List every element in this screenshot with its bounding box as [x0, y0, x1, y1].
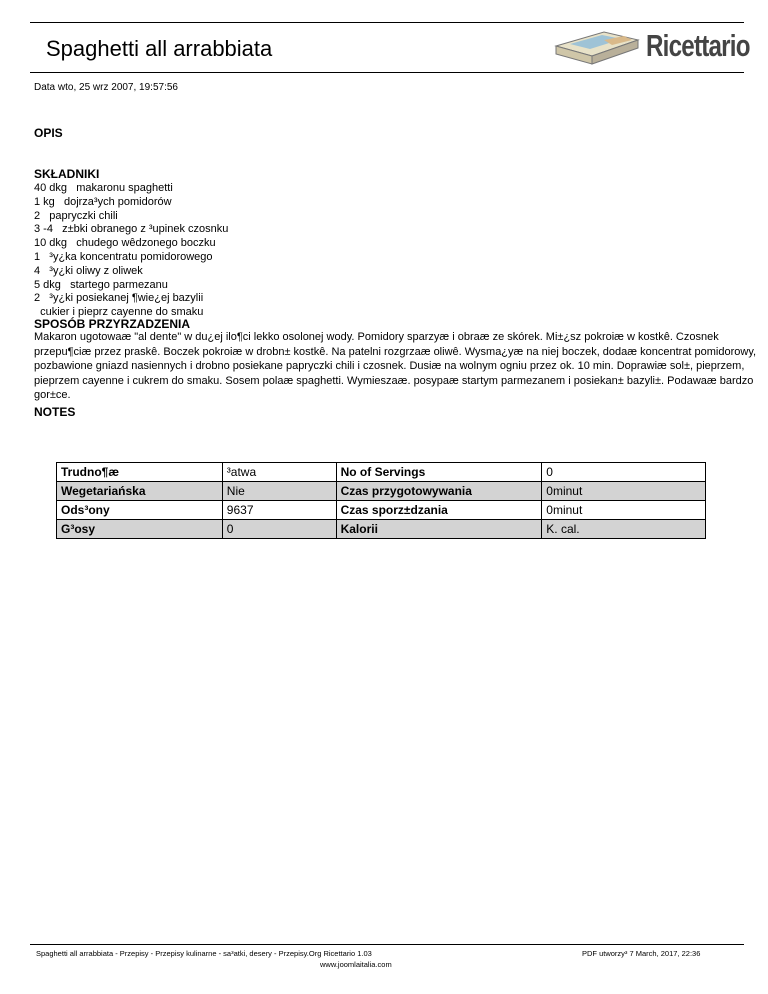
table-key: Czas sporz±dzania — [336, 501, 542, 520]
footer-source: Spaghetti all arrabbiata - Przepisy - Przepisy kulinarne - sa³atki, desery - Przepisy.Org Ricettario 1.03 — [36, 949, 372, 958]
ingredient-item: 40 dkg makaronu spaghetti — [34, 182, 173, 194]
table-value: Nie — [222, 482, 336, 501]
table-key: No of Servings — [336, 463, 542, 482]
table-row — [57, 501, 706, 520]
ingredient-item: 1 ³y¿ka koncentratu pomidorowego — [34, 250, 213, 263]
table-value: 0 — [222, 520, 336, 539]
ingredient-item: 5 dkg startego parmezanu — [34, 278, 168, 291]
ingredient-item: 1 kg dojrza³ych pomidorów — [34, 195, 172, 208]
table-value: 0minut — [542, 501, 706, 520]
recipe-info-table — [56, 462, 706, 539]
ingredient-item: 2 ³y¿ki posiekanej ¶wie¿ej bazylii — [34, 292, 204, 305]
ingredient-item: 4 ³y¿ki oliwy z oliwek — [34, 264, 143, 277]
table-key: Ods³ony — [57, 501, 223, 520]
footer-created: PDF utworzy³ 7 March, 2017, 22:36 — [582, 949, 701, 958]
table-value: 0 — [542, 463, 706, 482]
header-rule — [30, 72, 744, 73]
table-value: 9637 — [222, 501, 336, 520]
logo-text: Ricettario — [646, 28, 750, 63]
footer-link[interactable]: www.joomlaitalia.com — [320, 960, 392, 969]
method-text: Makaron ugotowaæ "al dente" w du¿ej ilo¶ci lekko osolonej wody. Pomidory sparzyæ i obraæ ze skórek. Mi±¿sz pokroiæ w kostkê. Czosnek przepu¶ciæ przez praskê. Boczek pokroiæ w drobn± kostkê. Na patelni rozgrzaæ oliwê. Wysma¿yæ na niej boczek, dodaæ koncentrat pomidorowy, pozbawione gniazd nasiennych i drobno posiekane papryczki chili i czosnek. Dusiæ na wolnym ogniu przez ok. 10 min. Doprawiæ sol±, pieprzem, pieprzem cayenne i cukrem do smaku. Sosem polaæ spaghetti. Wymieszaæ. posypaæ startym parmezanem i posiekan± bazyli±. Podawaæ bardzo gor±ce. — [34, 331, 757, 401]
table-key: Kalorii — [336, 520, 542, 539]
table-row — [57, 520, 706, 539]
ingredients-heading: SKŁADNIKI — [34, 167, 100, 181]
ricettario-logo — [552, 24, 748, 72]
table-key: Trudno¶æ — [57, 463, 223, 482]
ingredient-item: cukier i pieprz cayenne do smaku — [34, 306, 204, 319]
table-value: 0minut — [542, 482, 706, 501]
table-row — [57, 482, 706, 501]
table-value: ³atwa — [222, 463, 336, 482]
method-heading: SPOSÓB PRZYRZADZENIA — [34, 317, 191, 331]
ingredient-item: 2 papryczki chili — [34, 209, 118, 222]
table-key: Czas przygotowywania — [336, 482, 542, 501]
book-icon — [552, 24, 642, 72]
footer-rule — [30, 944, 744, 945]
top-rule — [30, 22, 744, 23]
opis-heading: OPIS — [34, 126, 63, 140]
table-key: G³osy — [57, 520, 223, 539]
ingredient-item: 10 dkg chudego wêdzonego boczku — [34, 237, 216, 250]
notes-heading: NOTES — [34, 405, 76, 419]
ingredient-item: 3 -4 z±bki obranego z ³upinek czosnku — [34, 223, 229, 236]
page-title: Spaghetti all arrabbiata — [46, 36, 273, 61]
date-line: Data wto, 25 wrz 2007, 19:57:56 — [34, 82, 178, 93]
ingredients-list — [34, 182, 228, 320]
table-value: K. cal. — [542, 520, 706, 539]
table-row — [57, 463, 706, 482]
table-key: Wegetariańska — [57, 482, 223, 501]
